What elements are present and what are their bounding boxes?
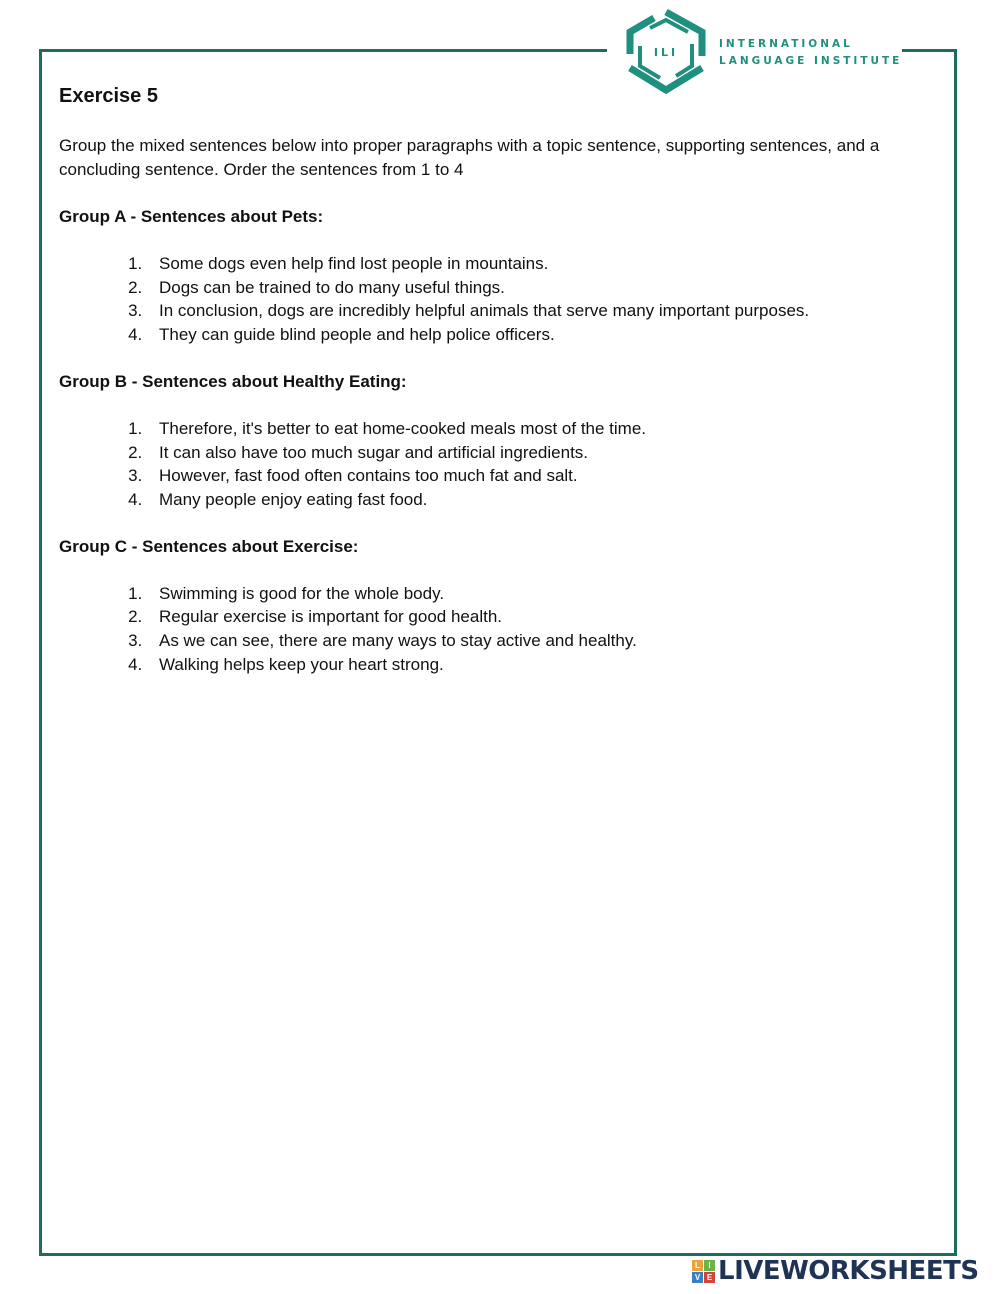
list-item: 4. Walking helps keep your heart strong. <box>147 653 939 677</box>
institute-name <box>719 36 902 70</box>
exercise-title: Exercise 5 <box>59 85 158 107</box>
list-item: 1. Some dogs even help find lost people in mountains. <box>147 252 939 276</box>
group-a-list <box>59 252 939 347</box>
list-item: 3. However, fast food often contains too much fat and salt. <box>147 464 939 488</box>
list-item: 1. Therefore, it's better to eat home-cooked meals most of the time. <box>147 417 939 441</box>
block-v: V <box>692 1272 703 1283</box>
worksheet-content <box>59 82 939 699</box>
list-item: 2. Regular exercise is important for good health. <box>147 605 939 629</box>
group-b-title: Group B - Sentences about Healthy Eating: <box>59 371 407 391</box>
list-item: 3. In conclusion, dogs are incredibly helpful animals that serve many important purposes. <box>147 299 939 323</box>
group-b-list <box>59 417 939 512</box>
list-item: 3. As we can see, there are many ways to stay active and healthy. <box>147 629 939 653</box>
exercise-instructions: Group the mixed sentences below into proper paragraphs with a topic sentence, supporting sentences, and a concluding sentence. Order the sentences from 1 to 4 <box>59 136 880 179</box>
list-item: 2. Dogs can be trained to do many useful things. <box>147 276 939 300</box>
group-a-title: Group A - Sentences about Pets: <box>59 207 324 226</box>
liveworksheets-wordmark: LIVEWORKSHEETS <box>718 1256 979 1286</box>
list-item: 1. Swimming is good for the whole body. <box>147 582 939 606</box>
list-item: 4. They can guide blind people and help police officers. <box>147 323 939 347</box>
group-c-list <box>59 582 939 677</box>
group-c-title: Group C - Sentences about Exercise: <box>59 536 359 556</box>
list-item: 2. It can also have too much sugar and artificial ingredients. <box>147 441 939 465</box>
liveworksheets-blocks-icon <box>692 1260 715 1283</box>
logo-initials: ILI <box>653 46 679 59</box>
institute-name-line2: LANGUAGE INSTITUTE <box>719 55 903 67</box>
block-i: I <box>704 1260 715 1271</box>
institute-name-line1: INTERNATIONAL <box>719 38 853 50</box>
block-l: L <box>692 1260 703 1271</box>
liveworksheets-logo <box>692 1256 979 1286</box>
list-item: 4. Many people enjoy eating fast food. <box>147 488 939 512</box>
block-e: E <box>704 1272 715 1283</box>
